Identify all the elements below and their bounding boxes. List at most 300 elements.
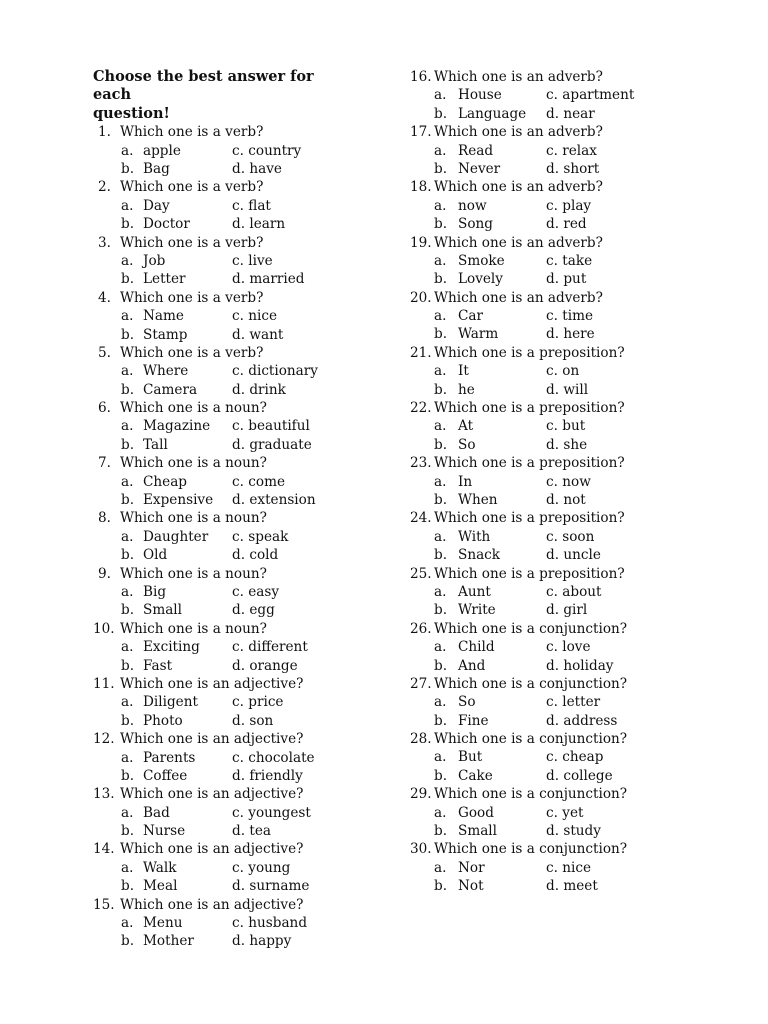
- option-c: [546, 859, 591, 877]
- option-c: [232, 693, 283, 711]
- option-letter-d: d.: [232, 767, 246, 784]
- question-number: 15.: [93, 896, 115, 913]
- question-line: [93, 234, 393, 252]
- option-d: [546, 436, 587, 454]
- option-row: [93, 215, 393, 233]
- question-item: [410, 234, 750, 289]
- option-d-text: study: [563, 823, 601, 840]
- question-item: [410, 399, 750, 454]
- option-letter-a: a.: [121, 915, 134, 932]
- option-d-text: near: [563, 105, 595, 122]
- question-item: [410, 289, 750, 344]
- question-line: [410, 123, 750, 141]
- option-c-text: different: [248, 639, 308, 656]
- question-item: [93, 123, 393, 178]
- question-number: 25.: [410, 565, 432, 582]
- option-b: Doctor: [143, 216, 190, 233]
- option-row: [93, 859, 393, 877]
- question-number: 12.: [93, 731, 115, 748]
- option-letter-a: a.: [121, 197, 134, 214]
- option-row: [93, 767, 393, 785]
- option-letter-d: d.: [546, 105, 560, 122]
- option-c-text: now: [562, 473, 591, 490]
- option-c: [232, 252, 273, 270]
- option-a: Nor: [458, 859, 485, 876]
- option-c-text: husband: [248, 915, 308, 932]
- option-b: Letter: [143, 271, 186, 288]
- option-d: [232, 160, 282, 178]
- question-line: [410, 68, 750, 86]
- option-c-text: price: [248, 694, 284, 711]
- option-d-text: want: [249, 326, 284, 343]
- option-letter-a: a.: [434, 252, 447, 269]
- option-row: [410, 105, 750, 123]
- question-number: 1.: [98, 124, 111, 141]
- question-number: 10.: [93, 620, 115, 637]
- option-row: [93, 657, 393, 675]
- instructions-heading: [93, 68, 343, 123]
- question-item: [93, 675, 393, 730]
- option-b: When: [458, 491, 498, 508]
- question-number: 21.: [410, 344, 432, 361]
- option-letter-c: c.: [546, 87, 558, 104]
- question-line: [93, 785, 393, 803]
- option-letter-d: d.: [546, 823, 560, 840]
- question-number: 11.: [93, 675, 115, 692]
- option-row: [410, 804, 750, 822]
- option-row: [93, 877, 393, 895]
- question-number: 18.: [410, 179, 432, 196]
- question-text: Which one is a noun?: [120, 455, 267, 472]
- option-letter-d: d.: [232, 216, 246, 233]
- option-letter-a: a.: [121, 142, 134, 159]
- option-b: Old: [143, 547, 168, 564]
- option-c: [546, 307, 593, 325]
- option-letter-b: b.: [434, 602, 448, 619]
- option-row: [410, 877, 750, 895]
- question-item: [93, 178, 393, 233]
- question-number: 22.: [410, 400, 432, 417]
- option-a: But: [458, 749, 483, 766]
- option-c-text: letter: [562, 694, 601, 711]
- option-row: [410, 252, 750, 270]
- question-number: 24.: [410, 510, 432, 527]
- question-item: [93, 565, 393, 620]
- question-line: [93, 344, 393, 362]
- question-number: 16.: [410, 69, 432, 85]
- option-row: [410, 583, 750, 601]
- question-item: [93, 399, 393, 454]
- question-number: 28.: [410, 731, 432, 748]
- option-b: Language: [458, 105, 527, 122]
- option-letter-a: a.: [434, 583, 447, 600]
- option-row: [93, 491, 393, 509]
- option-letter-c: c.: [232, 363, 244, 380]
- option-a: With: [458, 528, 491, 545]
- question-line: [410, 840, 750, 858]
- option-letter-b: b.: [434, 326, 448, 343]
- option-d-text: orange: [249, 657, 298, 674]
- option-row: [93, 638, 393, 656]
- option-c: [232, 583, 279, 601]
- option-letter-c: c.: [546, 859, 558, 876]
- option-row: [410, 767, 750, 785]
- option-letter-b: b.: [121, 547, 135, 564]
- option-d: [546, 381, 588, 399]
- option-letter-d: d.: [232, 657, 246, 674]
- option-letter-a: a.: [434, 197, 447, 214]
- option-d: [232, 877, 309, 895]
- option-d: [546, 657, 613, 675]
- question-text: Which one is an adjective?: [120, 675, 304, 692]
- option-a: Diligent: [143, 694, 198, 711]
- question-item: [93, 454, 393, 509]
- option-b: Bag: [143, 161, 170, 177]
- option-row: [93, 528, 393, 546]
- option-d-text: friendly: [249, 767, 303, 784]
- option-letter-d: d.: [232, 823, 246, 840]
- option-d: [232, 215, 285, 233]
- option-letter-c: c.: [232, 473, 244, 490]
- option-letter-c: c.: [546, 528, 558, 545]
- option-letter-a: a.: [121, 473, 134, 490]
- option-row: [410, 160, 750, 178]
- option-letter-a: a.: [434, 694, 447, 711]
- option-letter-a: a.: [121, 583, 134, 600]
- option-letter-b: b.: [121, 326, 135, 343]
- option-c-text: relax: [562, 142, 597, 159]
- option-row: [93, 270, 393, 288]
- question-text: Which one is a conjunction?: [434, 731, 628, 748]
- option-d: [232, 712, 273, 730]
- question-line: [93, 730, 393, 748]
- option-row: [93, 197, 393, 215]
- question-text: Which one is an adjective?: [120, 896, 304, 913]
- option-letter-c: c.: [546, 639, 558, 656]
- option-letter-a: a.: [434, 418, 447, 435]
- right-column: [410, 68, 750, 896]
- option-letter-b: b.: [434, 491, 448, 508]
- option-a: Smoke: [458, 252, 505, 269]
- question-item: [93, 509, 393, 564]
- option-letter-b: b.: [434, 657, 448, 674]
- option-d-text: address: [563, 712, 618, 729]
- question-text: Which one is a preposition?: [434, 455, 625, 472]
- option-letter-d: d.: [546, 491, 560, 508]
- option-row: [410, 638, 750, 656]
- option-d: [546, 767, 613, 785]
- question-text: Which one is an adjective?: [120, 731, 304, 748]
- option-c: [546, 583, 601, 601]
- question-item: [410, 454, 750, 509]
- option-b: Never: [458, 160, 501, 177]
- option-c-text: take: [562, 252, 593, 269]
- option-letter-b: b.: [434, 105, 448, 122]
- option-a: now: [458, 197, 487, 214]
- option-c: [546, 142, 597, 160]
- option-letter-a: a.: [121, 528, 134, 545]
- option-b: Small: [458, 823, 498, 840]
- option-letter-c: c.: [232, 583, 244, 600]
- option-d: [546, 215, 587, 233]
- option-b: Photo: [143, 712, 183, 729]
- option-b: Small: [143, 602, 183, 619]
- option-row: [93, 932, 393, 950]
- option-letter-a: a.: [434, 363, 447, 380]
- option-b: Fast: [143, 657, 173, 674]
- option-letter-d: d.: [546, 602, 560, 619]
- question-text: Which one is a noun?: [120, 620, 267, 637]
- option-a: Aunt: [458, 583, 491, 600]
- question-text: Which one is a verb?: [120, 344, 264, 361]
- question-item: [410, 565, 750, 620]
- question-item: [93, 289, 393, 344]
- option-letter-a: a.: [121, 308, 134, 325]
- question-line: [410, 399, 750, 417]
- question-text: Which one is a noun?: [120, 510, 267, 527]
- option-row: [93, 804, 393, 822]
- option-b: Song: [458, 216, 493, 233]
- option-a: Parents: [143, 749, 196, 766]
- option-letter-b: b.: [121, 657, 135, 674]
- question-number: 20.: [410, 289, 432, 306]
- option-d: [232, 932, 291, 950]
- option-c-text: soon: [562, 528, 595, 545]
- option-d: [232, 657, 298, 675]
- option-letter-b: b.: [121, 933, 135, 950]
- option-c-text: nice: [248, 308, 278, 325]
- option-d-text: son: [249, 712, 274, 729]
- question-line: [93, 509, 393, 527]
- question-text: Which one is a preposition?: [434, 565, 625, 582]
- option-letter-c: c.: [232, 639, 244, 656]
- option-letter-b: b.: [121, 381, 135, 398]
- option-d-text: short: [563, 160, 600, 177]
- option-c-text: chocolate: [248, 749, 315, 766]
- question-number: 9.: [98, 565, 111, 582]
- option-c-text: easy: [248, 583, 280, 600]
- option-letter-d: d.: [546, 767, 560, 784]
- option-d: [232, 326, 283, 344]
- option-d: [232, 491, 316, 509]
- option-row: [410, 601, 750, 619]
- question-line: [93, 675, 393, 693]
- option-row: [93, 381, 393, 399]
- option-row: [410, 657, 750, 675]
- question-item: [93, 620, 393, 675]
- option-row: [410, 822, 750, 840]
- question-number: 7.: [98, 455, 111, 472]
- question-line: [410, 565, 750, 583]
- option-letter-b: b.: [434, 823, 448, 840]
- question-line: [410, 509, 750, 527]
- question-text: Which one is a verb?: [120, 234, 264, 251]
- question-text: Which one is an adverb?: [434, 69, 603, 85]
- option-letter-a: a.: [121, 694, 134, 711]
- option-a: Daughter: [143, 528, 209, 545]
- question-line: [93, 123, 393, 141]
- question-line: [93, 896, 393, 914]
- option-b: Tall: [143, 436, 168, 453]
- option-row: [410, 142, 750, 160]
- option-c-text: but: [562, 418, 586, 435]
- option-letter-c: c.: [546, 749, 558, 766]
- question-line: [410, 454, 750, 472]
- option-d: [232, 270, 304, 288]
- option-letter-a: a.: [434, 528, 447, 545]
- question-text: Which one is an adjective?: [120, 841, 304, 858]
- option-c-text: about: [562, 583, 602, 600]
- option-letter-d: d.: [232, 326, 246, 343]
- question-line: [410, 234, 750, 252]
- option-row: [93, 822, 393, 840]
- option-letter-b: b.: [121, 602, 135, 619]
- question-number: 26.: [410, 620, 432, 637]
- option-row: [410, 417, 750, 435]
- option-d-text: red: [563, 216, 587, 233]
- option-a: apple: [143, 142, 181, 159]
- option-d: [546, 877, 598, 895]
- question-item: [410, 509, 750, 564]
- option-b: Fine: [458, 712, 489, 729]
- option-letter-c: c.: [232, 694, 244, 711]
- option-letter-a: a.: [121, 418, 134, 435]
- option-d-text: uncle: [563, 547, 601, 564]
- option-d-text: holiday: [563, 657, 614, 674]
- question-line: [93, 620, 393, 638]
- option-a: Day: [143, 197, 170, 214]
- option-d: [546, 105, 595, 123]
- option-letter-a: a.: [434, 859, 447, 876]
- option-letter-a: a.: [121, 252, 134, 269]
- question-number: 30.: [410, 841, 432, 858]
- option-row: [93, 749, 393, 767]
- option-row: [93, 160, 393, 178]
- question-item: [410, 675, 750, 730]
- option-letter-c: c.: [546, 418, 558, 435]
- option-letter-b: b.: [121, 271, 135, 288]
- option-d: [232, 436, 312, 454]
- option-row: [93, 601, 393, 619]
- option-row: [410, 362, 750, 380]
- option-b: Cake: [458, 767, 493, 784]
- option-row: [410, 528, 750, 546]
- question-number: 4.: [98, 289, 111, 306]
- option-letter-c: c.: [232, 142, 244, 159]
- question-line: [410, 675, 750, 693]
- option-letter-c: c.: [546, 142, 558, 159]
- option-a: Magazine: [143, 418, 211, 435]
- option-letter-d: d.: [232, 933, 246, 950]
- option-letter-a: a.: [434, 749, 447, 766]
- option-row: [410, 859, 750, 877]
- option-letter-a: a.: [434, 87, 447, 104]
- instructions-line-2: question!: [93, 104, 170, 122]
- question-text: Which one is a conjunction?: [434, 620, 628, 637]
- option-letter-d: d.: [232, 492, 246, 509]
- option-letter-c: c.: [232, 804, 244, 821]
- question-number: 3.: [98, 234, 111, 251]
- option-a: So: [458, 694, 476, 711]
- option-d: [232, 546, 278, 564]
- option-row: [410, 712, 750, 730]
- option-row: [410, 546, 750, 564]
- option-letter-c: c.: [232, 859, 244, 876]
- option-c-text: country: [248, 142, 302, 159]
- option-row: [93, 417, 393, 435]
- option-c: [232, 638, 308, 656]
- question-item: [410, 620, 750, 675]
- option-d: [546, 491, 586, 509]
- option-letter-c: c.: [546, 694, 558, 711]
- option-d: [232, 822, 271, 840]
- option-d-text: have: [249, 161, 282, 177]
- option-a: House: [458, 87, 502, 104]
- option-c-text: youngest: [248, 804, 311, 821]
- option-letter-d: d.: [232, 381, 246, 398]
- option-d-text: not: [563, 491, 586, 508]
- option-letter-b: b.: [434, 216, 448, 233]
- option-letter-d: d.: [546, 381, 560, 398]
- option-c-text: beautiful: [248, 418, 310, 435]
- question-number: 23.: [410, 455, 432, 472]
- option-row: [410, 215, 750, 233]
- question-text: Which one is an adverb?: [434, 289, 603, 306]
- question-text: Which one is an adverb?: [434, 124, 603, 141]
- question-line: [93, 399, 393, 417]
- question-number: 13.: [93, 786, 115, 803]
- question-line: [410, 730, 750, 748]
- option-d: [546, 601, 587, 619]
- option-row: [93, 473, 393, 491]
- question-number: 29.: [410, 786, 432, 803]
- option-a: Exciting: [143, 639, 200, 656]
- option-letter-d: d.: [546, 878, 560, 895]
- option-a: Good: [458, 804, 494, 821]
- option-a: In: [458, 473, 473, 490]
- option-b: Coffee: [143, 767, 188, 784]
- option-c: [232, 197, 271, 215]
- option-c-text: flat: [248, 197, 271, 214]
- question-line: [93, 454, 393, 472]
- question-text: Which one is an adverb?: [434, 179, 603, 196]
- option-b: he: [458, 381, 475, 398]
- option-c: [232, 804, 311, 822]
- option-c: [232, 914, 307, 932]
- option-a: Big: [143, 583, 167, 600]
- question-text: Which one is a noun?: [120, 400, 267, 417]
- option-letter-b: b.: [434, 547, 448, 564]
- option-b: And: [458, 657, 486, 674]
- question-item: [410, 68, 750, 123]
- option-row: [93, 307, 393, 325]
- question-item: [93, 896, 393, 951]
- option-a: Menu: [143, 915, 183, 932]
- option-row: [93, 583, 393, 601]
- option-letter-d: d.: [232, 436, 246, 453]
- option-b: Write: [458, 602, 496, 619]
- option-letter-a: a.: [121, 749, 134, 766]
- question-item: [93, 785, 393, 840]
- option-row: [410, 197, 750, 215]
- question-text: Which one is a conjunction?: [434, 786, 628, 803]
- option-c: [546, 252, 592, 270]
- option-c: [232, 473, 285, 491]
- option-letter-c: c.: [546, 363, 558, 380]
- option-letter-c: c.: [232, 915, 244, 932]
- instructions-line-1: Choose the best answer for each: [93, 68, 314, 104]
- option-letter-a: a.: [121, 859, 134, 876]
